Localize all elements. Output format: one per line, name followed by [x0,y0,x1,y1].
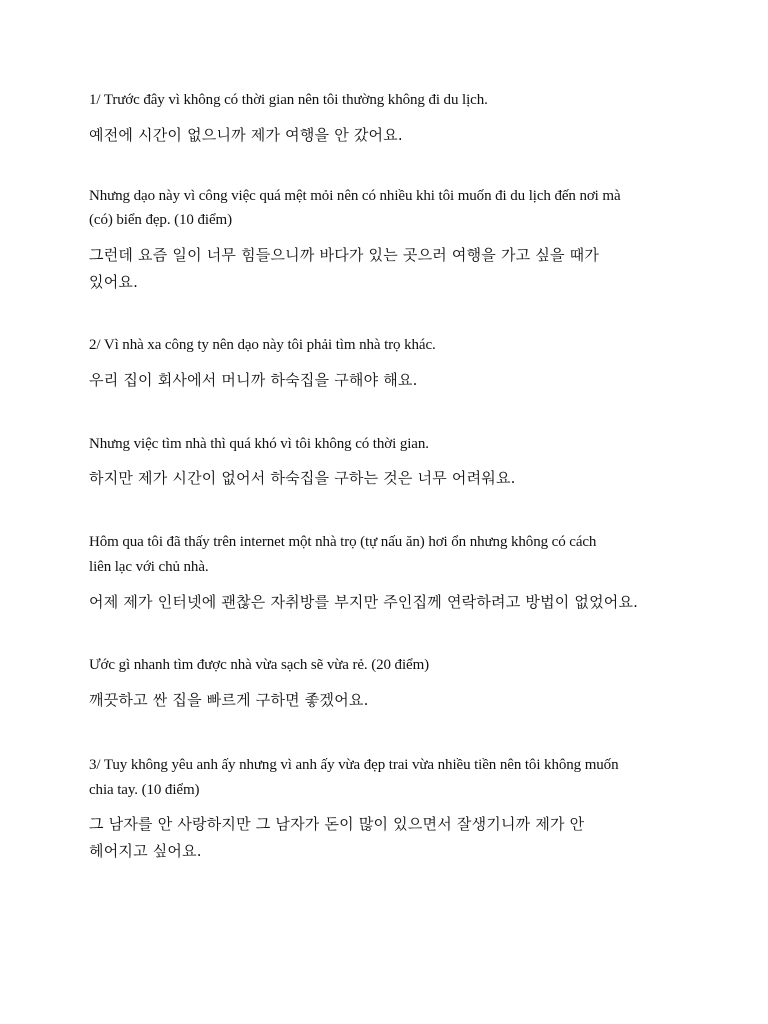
korean-line: 깨끗하고 싼 집을 빠르게 구하면 좋겠어요. [89,691,369,709]
vietnamese-line: liên lạc với chủ nhà. [89,559,209,575]
vietnamese-line: 2/ Vì nhà xa công ty nên dạo này tôi phải tìm nhà trọ khác. [89,337,436,353]
vietnamese-line: Hôm qua tôi đã thấy trên internet một nhà trọ (tự nấu ăn) hơi ổn nhưng không có cách [89,534,597,550]
vietnamese-line: Nhưng dạo này vì công việc quá mệt mỏi nên có nhiều khi tôi muốn đi du lịch đến nơi mà [89,188,621,204]
korean-line: 헤어지고 싶어요. [89,842,202,860]
korean-line: 하지만 제가 시간이 없어서 하숙집을 구하는 것은 너무 어려워요. [89,469,516,487]
korean-line: 그 남자를 안 사랑하지만 그 남자가 돈이 많이 있으면서 잘생기니까 제가 안 [89,815,585,833]
vietnamese-line: 3/ Tuy không yêu anh ấy nhưng vì anh ấy vừa đẹp trai vừa nhiều tiền nên tôi không muốn [89,757,619,773]
korean-line: 우리 집이 회사에서 머니까 하숙집을 구해야 해요. [89,371,418,389]
vietnamese-line: Nhưng việc tìm nhà thì quá khó vì tôi không có thời gian. [89,436,429,452]
korean-line: 예전에 시간이 없으니까 제가 여행을 안 갔어요. [89,126,403,144]
vietnamese-line: (có) biển đẹp. (10 điểm) [89,212,232,228]
vietnamese-line: Ước gì nhanh tìm được nhà vừa sạch sẽ vừa rẻ. (20 điểm) [89,657,430,673]
korean-line: 그런데 요즘 일이 너무 힘들으니까 바다가 있는 곳으러 여행을 가고 싶을 때가 [89,246,600,264]
vietnamese-line: chia tay. (10 điểm) [89,782,200,798]
vietnamese-line: 1/ Trước đây vì không có thời gian nên tôi thường không đi du lịch. [89,92,488,108]
korean-line: 있어요. [89,273,139,291]
korean-line: 어제 제가 인터넷에 괜찮은 자취방를 부지만 주인집께 연락하려고 방법이 없었어요. [89,593,639,611]
